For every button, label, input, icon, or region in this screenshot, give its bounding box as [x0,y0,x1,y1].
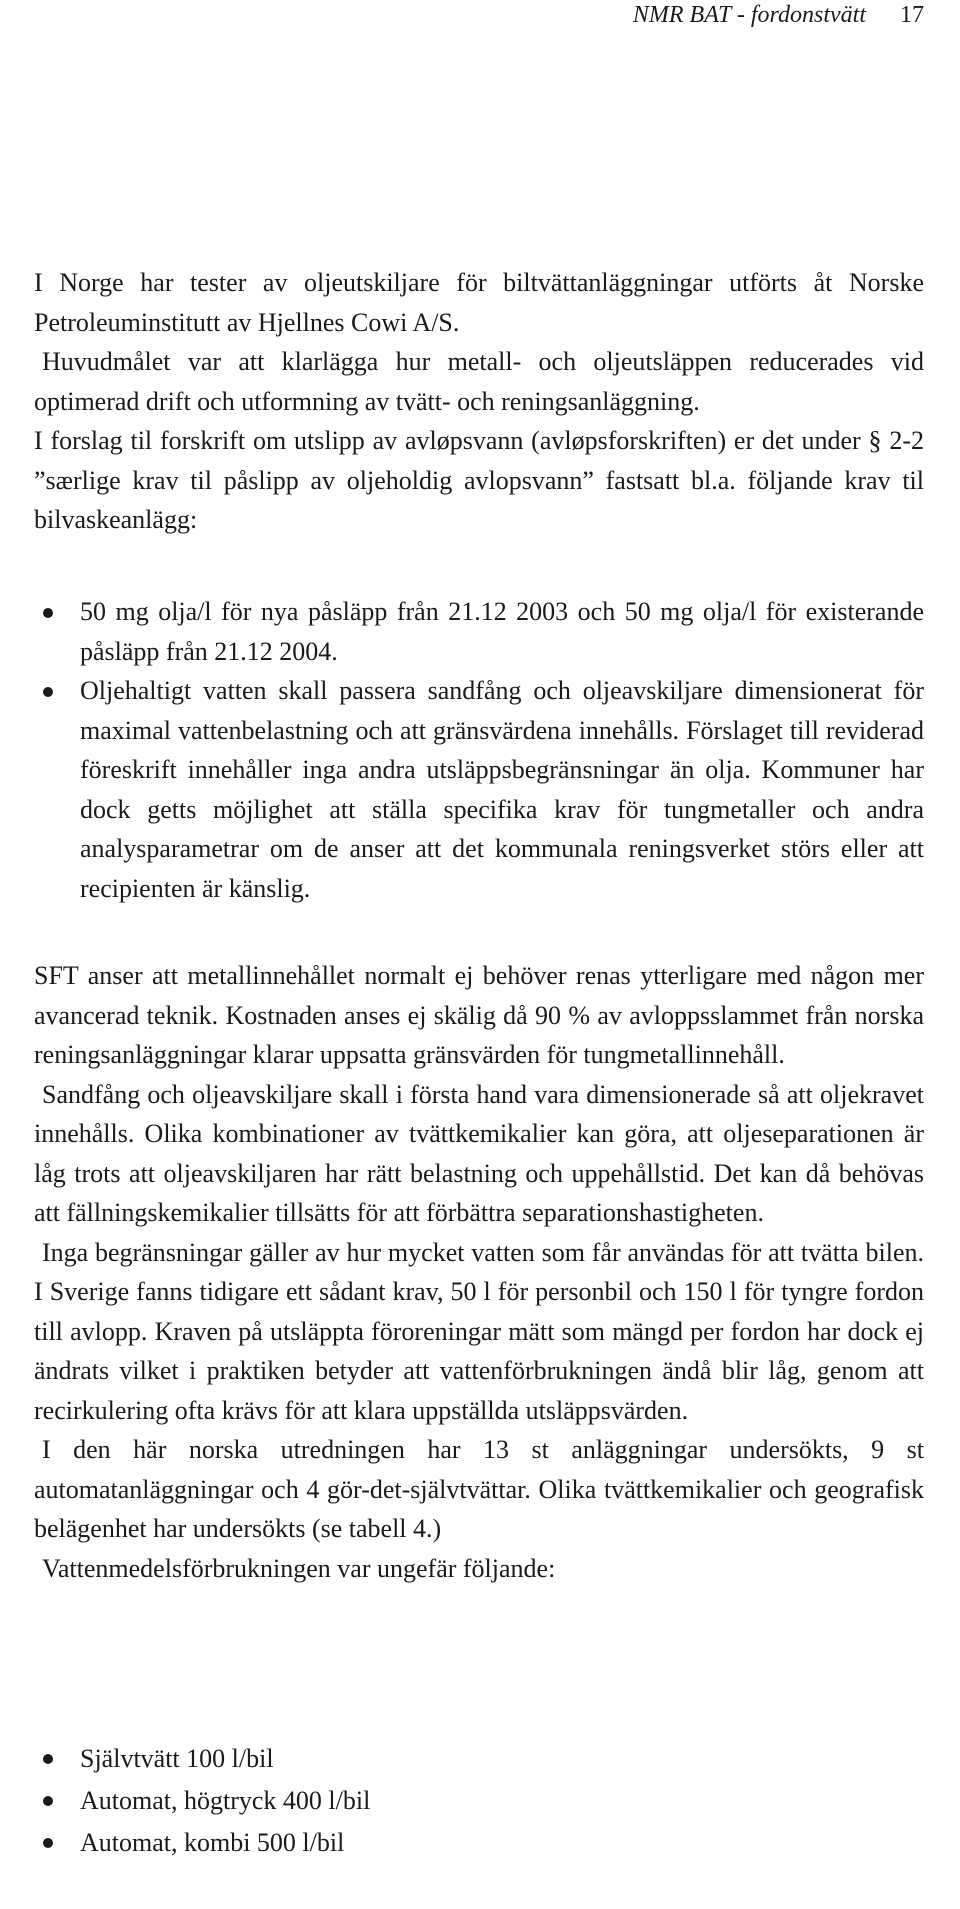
running-header [633,0,924,30]
bullet-icon [43,608,53,618]
paragraph: I forslag til forskrift om utslipp av avløpsvann (avløpsforskriften) er det under § 2-2 ”særlige krav til påslipp av oljeholdig avlopsvann” fastsatt bl.a. följande krav til bilvaskeanlägg: [34,426,924,534]
bullet-icon [43,687,53,697]
section-sft-bedomning [34,956,924,1588]
list-item-text: 50 mg olja/l för nya påsläpp från 21.12 2003 och 50 mg olja/l för existerande påsläpp från 21.12 2004. [80,597,924,666]
water-consumption-list [70,1738,924,1864]
paragraph: SFT anser att metallinnehållet normalt ej behöver renas ytterligare med någon mer avancerad teknik. Kostnaden anses ej skälig då 90 % av avloppsslammet från norska reningsanläggningar klarar uppsatta gränsvärden för tungmetallinnehåll. [34,961,924,1069]
list-item [70,1738,924,1780]
paragraph: I den här norska utredningen har 13 st anläggningar undersökts, 9 st automatanläggningar och 4 gör-det-självtvättar. Olika tvättkemikalier och geografisk belägenhet har undersökts (se tabell 4.) [34,1435,924,1543]
list-item-text: Oljehaltigt vatten skall passera sandfång och oljeavskiljare dimensionerat för maximal vattenbelastning och att gränsvärdena innehålls. Förslaget till reviderad föreskrift innehåller inga andra utsläppsbegränsningar än olja. Kommuner har dock getts möjlighet att ställa specifika krav för tungmetaller och andra analysparametrar om de anser att det kommunala reningsverket störs eller att recipienten är känslig. [80,676,924,903]
list-item-text: Automat, högtryck 400 l/bil [80,1786,371,1815]
list-item-text: Automat, kombi 500 l/bil [80,1828,345,1857]
list-item-text: Självtvätt 100 l/bil [80,1744,274,1773]
list-item [70,592,924,671]
paragraph: I Norge har tester av oljeutskiljare för biltvättanläggningar utförts åt Norske Petroleuminstitutt av Hjellnes Cowi A/S. [34,268,924,337]
bullet-icon [43,1796,53,1806]
paragraph: Huvudmålet var att klarlägga hur metall- och oljeutsläppen reducerades vid optimerad drift och utformning av tvätt- och reningsanläggning. [34,347,924,416]
requirements-list [70,592,924,908]
paragraph: Inga begränsningar gäller av hur mycket vatten som får användas för att tvätta bilen. I Sverige fanns tidigare ett sådant krav, 50 l för personbil och 150 l för tyngre fordon till avlopp. Kraven på utsläppta föroreningar mätt som mängd per fordon har dock ej ändrats vilket i praktiken betyder att vattenförbrukningen ändå blir låg, genom att recirkulering ofta krävs för att klara uppställda utsläppsvärden. [34,1237,924,1425]
running-title: NMR BAT - fordonstvätt [632,2,866,28]
page-number: 17 [900,2,924,28]
bullet-icon [43,1838,53,1848]
paragraph: Vattenmedelsförbrukningen var ungefär följande: [42,1553,556,1583]
list-item [70,1780,924,1822]
section-oljeutskiljare-norge [34,263,924,540]
list-item [70,1822,924,1864]
bullet-icon [43,1754,53,1764]
paragraph: Sandfång och oljeavskiljare skall i första hand vara dimensionerade så att oljekravet innehålls. Olika kombinationer av tvättkemikalier kan göra, att oljeseparationen är låg trots att oljeavskiljaren har rätt belastning och uppehållstid. Det kan då behövas att fällningskemikalier tillsätts för att förbättra separationshastigheten. [34,1079,924,1227]
list-item [70,671,924,908]
